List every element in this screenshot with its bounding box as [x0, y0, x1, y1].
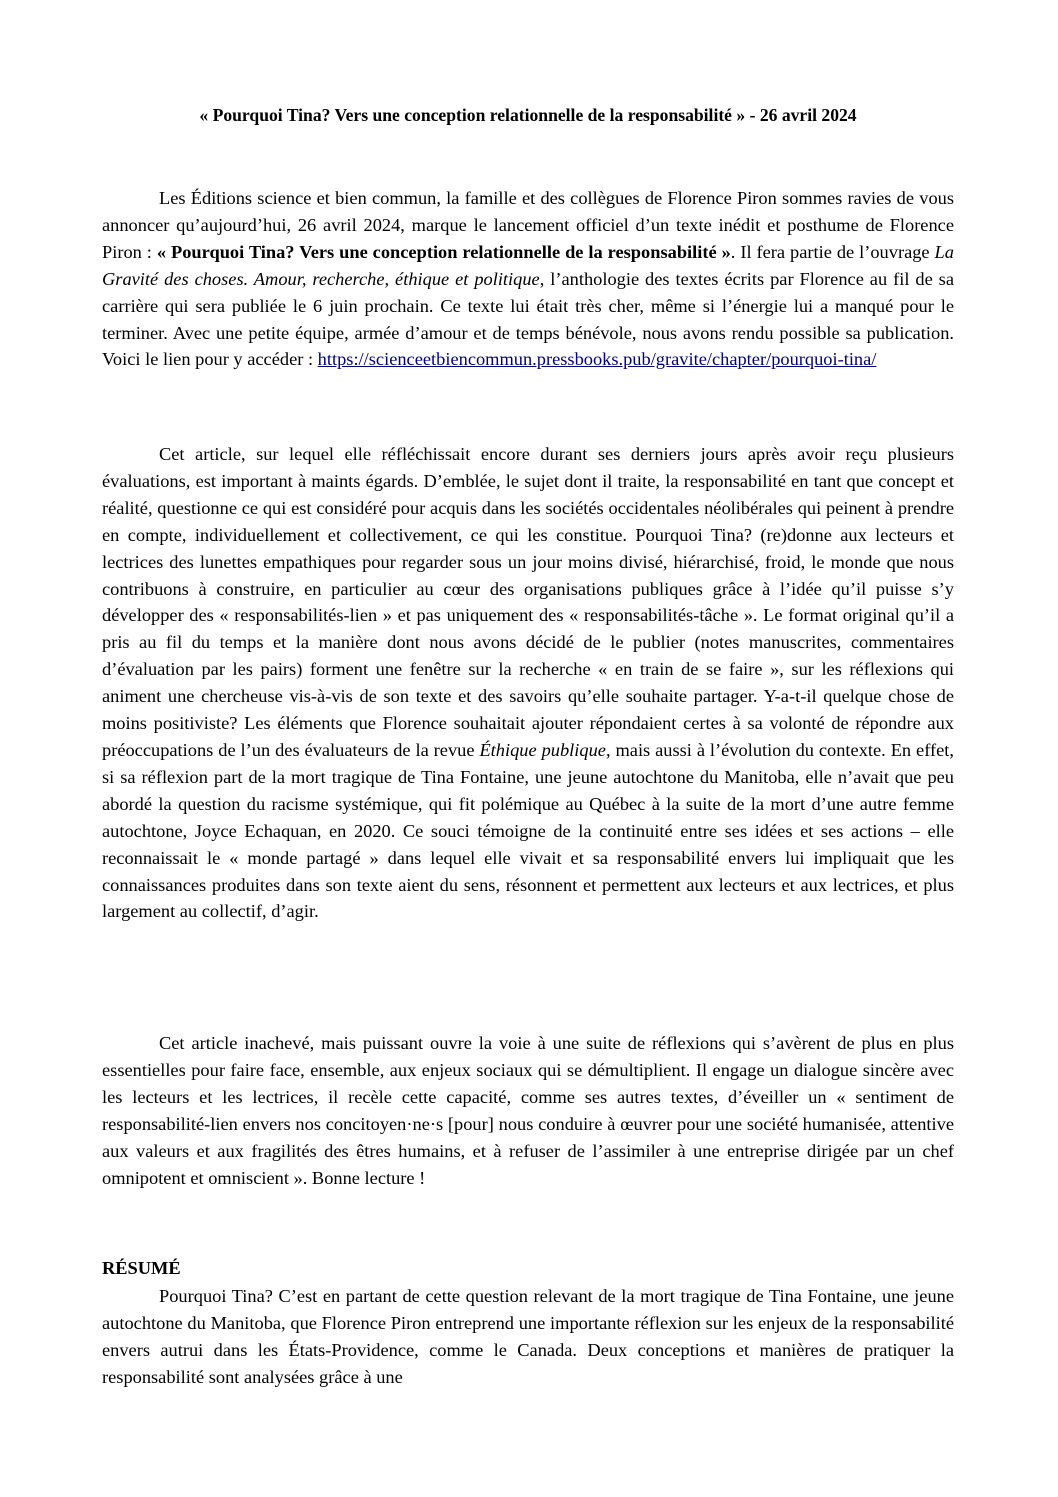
book-title-italic: La Gravité des choses. Amour, recherche, éthique et politique — [102, 241, 954, 289]
resume-heading: RÉSUMÉ — [102, 1258, 181, 1278]
article-link[interactable]: https://scienceetbiencommun.pressbooks.pub/gravite/chapter/pourquoi-tina/ — [317, 349, 877, 370]
intro-text-2: . Il fera partie de l’ouvrage — [730, 241, 935, 262]
article-title-bold: « Pourquoi Tina? Vers une conception relationnelle de la responsabilité » — [156, 241, 731, 262]
resume-paragraph: Pourquoi Tina? C’est en partant de cette question relevant de la mort tragique de Tina Fontaine, une jeune autochtone du Manitoba, que Florence Piron entreprend une importante réflexion sur les enjeux de la responsabilité envers autrui dans les États-Providence, comme le Canada. Deux conceptions et manières de pratiquer la responsabilité sont analysées grâce à une — [102, 1286, 954, 1387]
closing-paragraph: Cet article inachevé, mais puissant ouvre la voie à une suite de réflexions qui s’avèrent de plus en plus essentielles pour faire face, ensemble, aux enjeux sociaux qui se démultiplient. Il engage un dialogue sincère avec les lecteurs et les lectrices, il recèle cette capacité, comme ses autres textes, d’éveiller un « sentiment de responsabilité-lien envers nos concitoyen·ne·s [pour] nous conduire à œuvrer pour une société humanisée, attentive aux valeurs et aux fragilités des êtres humains, et à refuser de l’assimiler à une entreprise dirigée par un chef omnipotent et omniscient ». Bonne lecture ! — [102, 1033, 954, 1188]
document-title: « Pourquoi Tina? Vers une conception relationnelle de la responsabilité » - 26 avril 2024 — [199, 105, 857, 125]
article-description-paragraph — [102, 441, 954, 925]
intro-text-3: , l’anthologie des textes écrits par Florence au fil de sa carrière qui sera publiée le 6 juin prochain. Ce texte lui était très cher, même si l’énergie lui a manqué pour le terminer. Avec une petite équipe, armée d’amour et de temps bénévole, nous avons rendu possible sa publication. Voici le lien pour y accéder : — [102, 268, 954, 370]
description-text-1: Cet article, sur lequel elle réfléchissait encore durant ses derniers jours après avoir reçu plusieurs évaluations, est important à maints égards. D’emblée, le sujet dont il traite, la responsabilité en tant que concept et réalité, questionne ce qui est considéré pour acquis dans les sociétés occidentales néolibérales qui peinent à prendre en compte, individuellement et collectivement, ce qui les constitue. Pourquoi Tina? (re)donne aux lecteurs et lectrices des lunettes empathiques pour regarder sous un jour moins divisé, hiérarchisé, froid, le monde que nous contribuons à construire, en particulier au cœur des organisations publiques grâce à l’idée qu’il puisse s’y développer des « responsabilités-lien » et pas uniquement des « responsabilités-tâche ». Le format original qu’il a pris au fil du temps et la manière dont nous avons décidé de le publier (notes manuscrites, commentaires d’évaluation par les pairs) forment une fenêtre sur la recherche « en train de se faire », sur les réflexions qui animent une chercheuse vis-à-vis de son texte et des savoirs qu’elle souhaite partager. Y-a-t-il quelque chose de moins positiviste? Les éléments que Florence souhaitait ajouter répondaient certes à sa volonté de répondre aux préoccupations de l’un des évaluateurs de la revue — [102, 444, 954, 760]
description-text-2: , mais aussi à l’évolution du contexte. En effet, si sa réflexion part de la mort tragique de Tina Fontaine, une jeune autochtone du Manitoba, elle n’avait que peu abordé la question du racisme systémique, qui fit polémique au Québec à la suite de la mort d’une autre femme autochtone, Joyce Echaquan, en 2020. Ce souci témoigne de la continuité entre ses idées et ses actions – elle reconnaissait le « monde partagé » dans lequel elle vivait et sa responsabilité envers lui impliquait que les connaissances produites dans son texte aient du sens, résonnent et permettent aux lecteurs et aux lectrices, et plus largement au collectif, d’agir. — [102, 739, 955, 922]
journal-title-italic: Éthique publique — [479, 739, 606, 760]
intro-text-1: Les Éditions science et bien commun, la famille et des collègues de Florence Piron sommes ravies de vous annoncer qu’aujourd’hui, 26 avril 2024, marque le lancement officiel d’un texte inédit et posthume de Florence Piron : — [102, 188, 954, 262]
intro-paragraph — [102, 185, 954, 373]
